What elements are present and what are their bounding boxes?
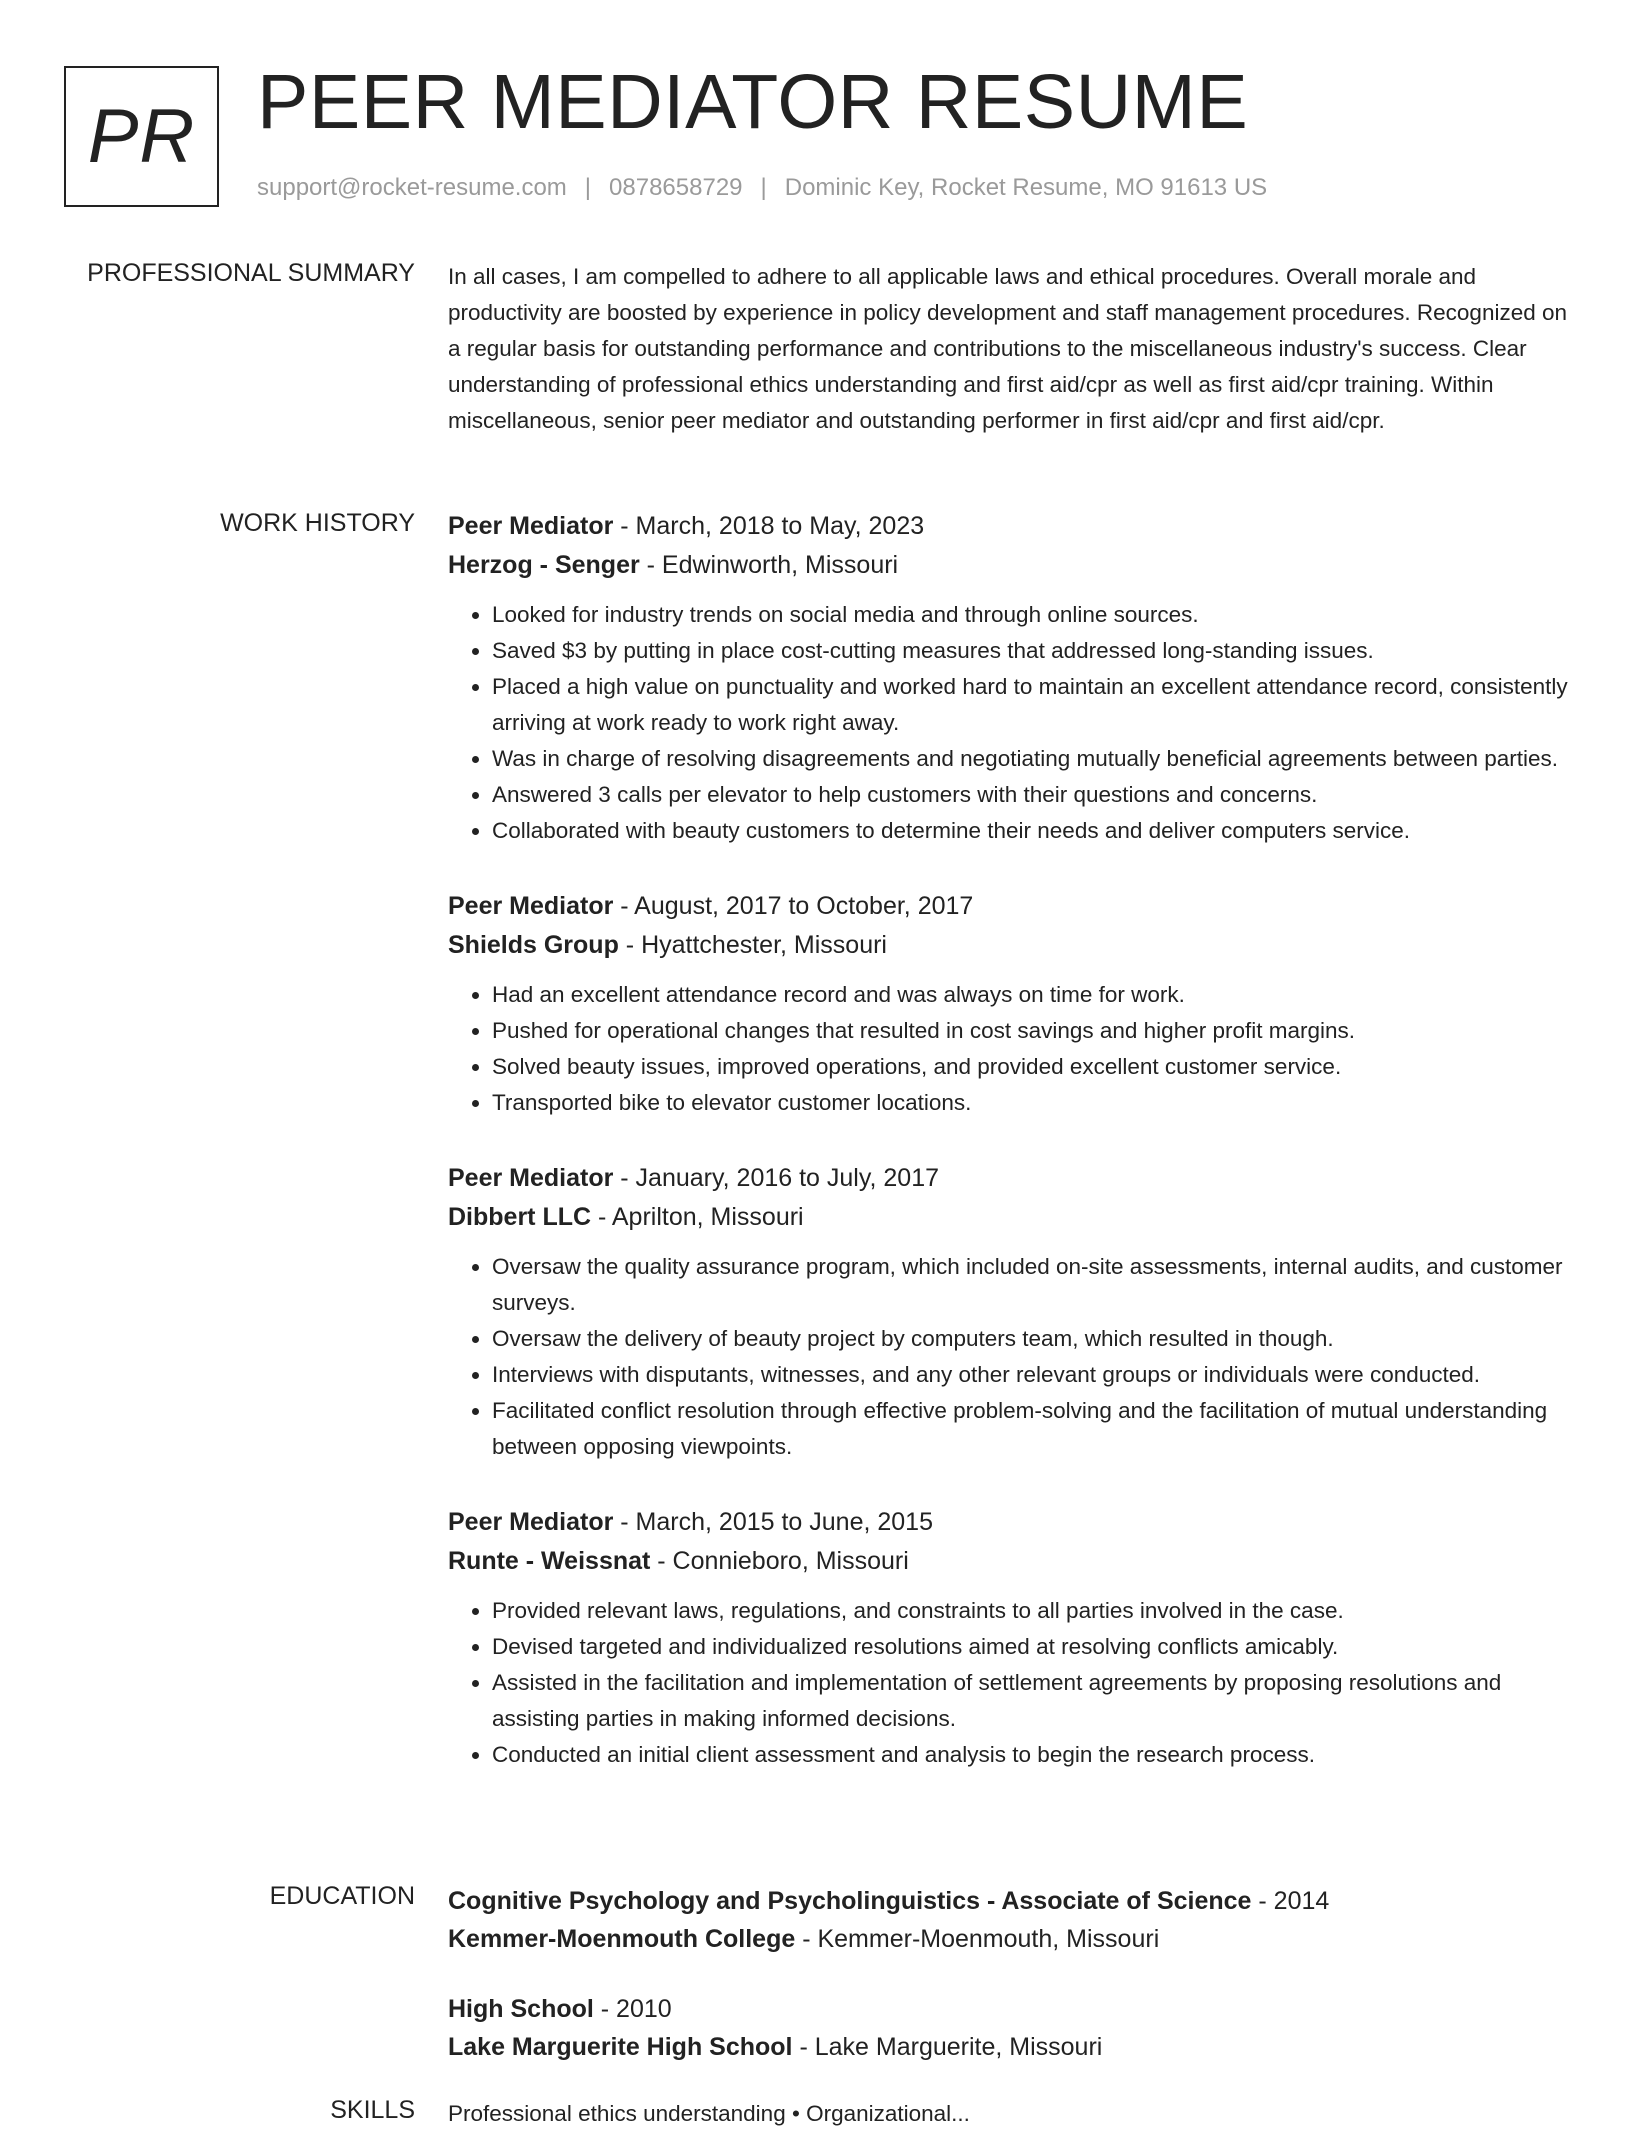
job-title-line — [448, 887, 1568, 926]
job-company: Runte - Weissnat — [448, 1547, 651, 1575]
contact-line — [257, 174, 1267, 202]
skills-label: SKILLS — [330, 2096, 415, 2124]
job-company-line — [448, 1542, 1568, 1581]
job-bullet: • Conducted an initial client assessment and analysis to begin the research process. — [492, 1737, 1568, 1773]
education-location: - Lake Marguerite, Missouri — [792, 2033, 1103, 2061]
job-bullet: • Placed a high value on punctuality and worked hard to maintain an excellent attendance record, consistently arriving at work ready to work right away. — [492, 669, 1568, 741]
job-bullets — [448, 977, 1568, 1121]
summary-text: In all cases, I am compelled to adhere to all applicable laws and ethical procedures. Overall morale and productivity are boosted by experience in policy development and staff management procedures. Recognized on a regular basis for outstanding performance and contributions to the miscellaneous industry's success. Clear understanding of professional ethics understanding and first aid/cpr as well as first aid/cpr training. Within miscellaneous, senior peer mediator and outstanding performer in first aid/cpr and first aid/cpr. — [448, 264, 1568, 433]
initials-text: PR — [87, 94, 196, 179]
contact-address: Dominic Key, Rocket Resume, MO 91613 US — [784, 174, 1268, 201]
job-entry — [448, 887, 1568, 1121]
education-school-line — [448, 1920, 1568, 1958]
job-bullet: • Interviews with disputants, witnesses, and any other relevant groups or individuals were conducted. — [492, 1357, 1568, 1393]
education-school: Lake Marguerite High School — [448, 2033, 793, 2061]
job-location: - Connieboro, Missouri — [650, 1547, 909, 1575]
education-location: - Kemmer-Moenmouth, Missouri — [795, 1925, 1160, 1953]
job-title: Peer Mediator — [448, 512, 614, 540]
job-company: Herzog - Senger — [448, 551, 640, 579]
education-school: Kemmer-Moenmouth College — [448, 1925, 796, 1953]
job-bullet: • Oversaw the quality assurance program, which included on-site assessments, internal audits, and customer surveys. — [492, 1249, 1568, 1321]
education-year: - 2010 — [593, 1995, 672, 2023]
job-title-line — [448, 507, 1568, 546]
job-title: Peer Mediator — [448, 892, 614, 920]
education-degree-line — [448, 1882, 1568, 1920]
job-dates: - January, 2016 to July, 2017 — [613, 1164, 940, 1192]
contact-separator: | — [760, 174, 767, 201]
education-year: - 2014 — [1251, 1887, 1330, 1915]
job-location: - Edwinworth, Missouri — [639, 551, 899, 579]
job-title-line — [448, 1503, 1568, 1542]
job-title: Peer Mediator — [448, 1164, 614, 1192]
education-degree: Cognitive Psychology and Psycholinguistics - Associate of Science — [448, 1887, 1252, 1915]
job-company-line — [448, 1198, 1568, 1237]
contact-email[interactable]: support@rocket-resume.com — [257, 174, 567, 201]
job-company: Dibbert LLC — [448, 1203, 592, 1231]
job-entry — [448, 1503, 1568, 1773]
skills-text: Professional ethics understanding • Organizational... — [448, 2101, 970, 2126]
job-entry — [448, 1159, 1568, 1465]
job-list — [448, 507, 1568, 1811]
education-degree: High School — [448, 1995, 594, 2023]
job-title-line — [448, 1159, 1568, 1198]
job-bullet: • Devised targeted and individualized resolutions aimed at resolving conflicts amicably. — [492, 1629, 1568, 1665]
job-bullet: • Collaborated with beauty customers to determine their needs and deliver computers service. — [492, 813, 1568, 849]
job-bullet: • Pushed for operational changes that resulted in cost savings and higher profit margins. — [492, 1013, 1568, 1049]
job-entry — [448, 507, 1568, 849]
job-dates: - August, 2017 to October, 2017 — [613, 892, 974, 920]
job-title: Peer Mediator — [448, 1508, 614, 1536]
job-bullet: • Looked for industry trends on social media and through online sources. — [492, 597, 1568, 633]
job-bullet: • Assisted in the facilitation and implementation of settlement agreements by proposing resolutions and assisting parties in making informed decisions. — [492, 1665, 1568, 1737]
job-bullet: • Saved $3 by putting in place cost-cutting measures that addressed long-standing issues. — [492, 633, 1568, 669]
contact-separator: | — [584, 174, 592, 201]
job-bullet: • Provided relevant laws, regulations, and constraints to all parties involved in the case. — [492, 1593, 1568, 1629]
education-school-line — [448, 2028, 1568, 2066]
job-dates: - March, 2015 to June, 2015 — [613, 1508, 933, 1536]
job-company-line — [448, 926, 1568, 965]
job-bullets — [448, 1249, 1568, 1465]
work-history-label: WORK HISTORY — [220, 509, 415, 537]
education-degree-line — [448, 1990, 1568, 2028]
job-location: - Aprilton, Missouri — [591, 1203, 804, 1231]
job-bullet: • Was in charge of resolving disagreements and negotiating mutually beneficial agreements between parties. — [492, 741, 1568, 777]
job-bullet: • Answered 3 calls per elevator to help customers with their questions and concerns. — [492, 777, 1568, 813]
job-bullet: • Had an excellent attendance record and was always on time for work. — [492, 977, 1568, 1013]
education-list — [448, 1882, 1568, 2098]
summary-label: PROFESSIONAL SUMMARY — [87, 259, 415, 287]
initials-monogram — [64, 66, 219, 207]
job-bullet: • Facilitated conflict resolution through effective problem-solving and the facilitation of mutual understanding between opposing viewpoints. — [492, 1393, 1568, 1465]
job-location: - Hyattchester, Missouri — [618, 931, 887, 959]
job-bullets — [448, 1593, 1568, 1773]
resume-title: PEER MEDIATOR RESUME — [257, 59, 1249, 145]
job-dates: - March, 2018 to May, 2023 — [613, 512, 925, 540]
education-entry — [448, 1990, 1568, 2066]
education-label: EDUCATION — [269, 1882, 415, 1910]
job-company-line — [448, 546, 1568, 585]
job-bullet: • Transported bike to elevator customer locations. — [492, 1085, 1568, 1121]
job-company: Shields Group — [448, 931, 619, 959]
job-bullet: • Oversaw the delivery of beauty project by computers team, which resulted in though. — [492, 1321, 1568, 1357]
contact-phone[interactable]: 0878658729 — [609, 174, 743, 201]
education-entry — [448, 1882, 1568, 1958]
job-bullet: • Solved beauty issues, improved operations, and provided excellent customer service. — [492, 1049, 1568, 1085]
job-bullets — [448, 597, 1568, 849]
